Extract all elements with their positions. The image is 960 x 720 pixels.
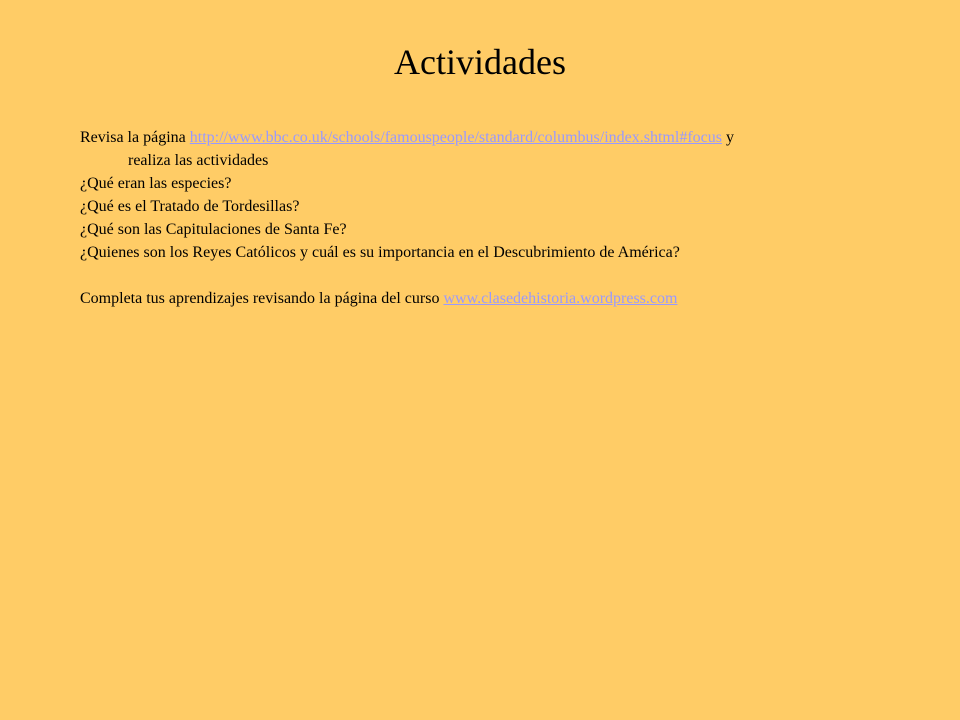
slide-title: Actividades <box>394 42 566 82</box>
slide-body <box>80 126 900 310</box>
closing-line <box>80 287 900 310</box>
intro-prefix: Revisa la página <box>80 129 190 146</box>
question-item: ¿Qué es el Tratado de Tordesillas? <box>80 198 300 215</box>
closing-prefix: Completa tus aprendizajes revisando la página del curso <box>80 290 444 307</box>
question-item: ¿Quienes son los Reyes Católicos y cuál es su importancia en el Descubrimiento de América? <box>80 244 680 261</box>
course-website-link[interactable]: www.clasedehistoria.wordpress.com <box>443 290 678 307</box>
paragraph-spacer <box>80 264 900 287</box>
intro-suffix: y <box>721 129 734 146</box>
intro-line <box>80 126 900 149</box>
question-item: ¿Qué son las Capitulaciones de Santa Fe? <box>80 221 347 238</box>
question-item: ¿Qué eran las especies? <box>80 175 232 192</box>
intro-continuation: realiza las actividades <box>128 152 269 169</box>
bbc-columbus-link[interactable]: http://www.bbc.co.uk/schools/famouspeople/standard/columbus/index.shtml#focus <box>189 129 722 146</box>
